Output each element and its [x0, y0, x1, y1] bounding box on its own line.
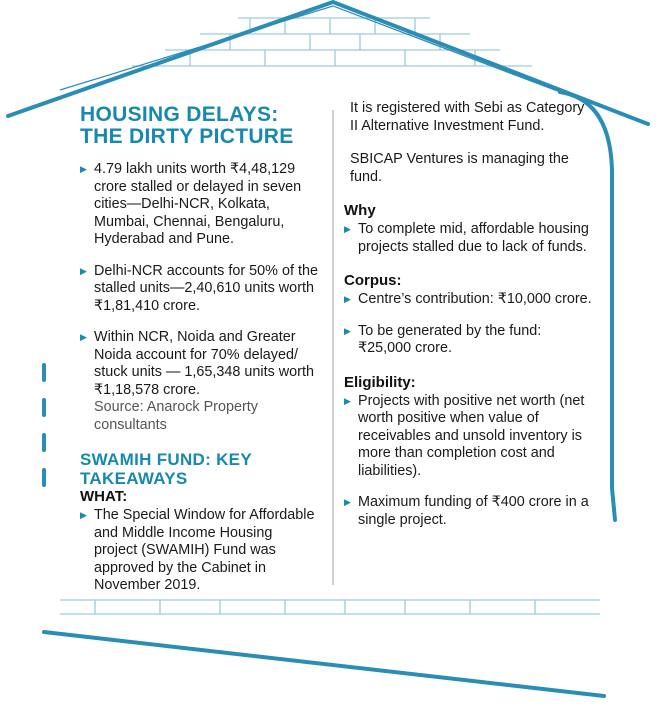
list-item: ▶ 4.79 lakh units worth ₹4,48,129 crore stalled or delayed in seven cities—Delhi-NCR, Kolkata, Mumbai, Chennai, Bengaluru, Hyderabad and Pune. [80, 161, 302, 247]
right-column [344, 100, 594, 529]
housing-delays-heading: HOUSING DELAYS: THE DIRTY PICTURE [80, 103, 294, 148]
list-item: ▶ Delhi-NCR accounts for 50% of the stalled units—2,40,610 units worth ₹1,81,410 crore. [80, 262, 318, 314]
triangle-bullet-icon: ▶ [344, 294, 351, 304]
swamih-heading: SWAMIH FUND: KEY TAKEAWAYS [80, 450, 252, 488]
list-item: ▶ To complete mid, affordable housing projects stalled due to lack of funds. [344, 221, 589, 255]
triangle-bullet-icon: ▶ [80, 510, 87, 520]
what-label: WHAT: [80, 488, 128, 505]
sbicap-text: SBICAP Ventures is managing the fund. [350, 151, 569, 185]
triangle-bullet-icon: ▶ [80, 332, 87, 342]
corpus-label: Corpus: [344, 272, 402, 289]
why-label: Why [344, 202, 376, 219]
source-note: Source: Anarock Property consultants [94, 399, 258, 433]
triangle-bullet-icon: ▶ [344, 224, 351, 234]
triangle-bullet-icon: ▶ [344, 497, 351, 507]
triangle-bullet-icon: ▶ [344, 395, 351, 406]
triangle-bullet-icon: ▶ [80, 164, 87, 174]
list-item: ▶ Within NCR, Noida and Greater Noida account for 70% delayed/ stuck units — 1,65,348 units worth ₹1,18,578 crore. Source: Anarock Property consultants [80, 329, 318, 434]
list-item: ▶ Centre’s contribution: ₹10,000 crore. [344, 291, 592, 307]
list-item: ▶ Projects with positive net worth (net worth positive when value of receivables and unsold inventory is more than completion cost and liabilities). [344, 392, 585, 479]
list-item: ▶ To be generated by the fund: ₹25,000 crore. [344, 322, 542, 356]
list-item: ▶ The Special Window for Affordable and Middle Income Housing project (SWAMIH) Fund was approved by the Cabinet in November 2019. [80, 507, 315, 593]
list-item: ▶ Maximum funding of ₹400 crore in a single project. [344, 494, 589, 528]
eligibility-label: Eligibility: [344, 373, 416, 391]
triangle-bullet-icon: ▶ [80, 265, 87, 276]
triangle-bullet-icon: ▶ [344, 325, 351, 336]
sebi-registration-text: It is registered with Sebi as Category II Alternative Investment Fund. [350, 100, 585, 134]
left-column [80, 104, 318, 595]
